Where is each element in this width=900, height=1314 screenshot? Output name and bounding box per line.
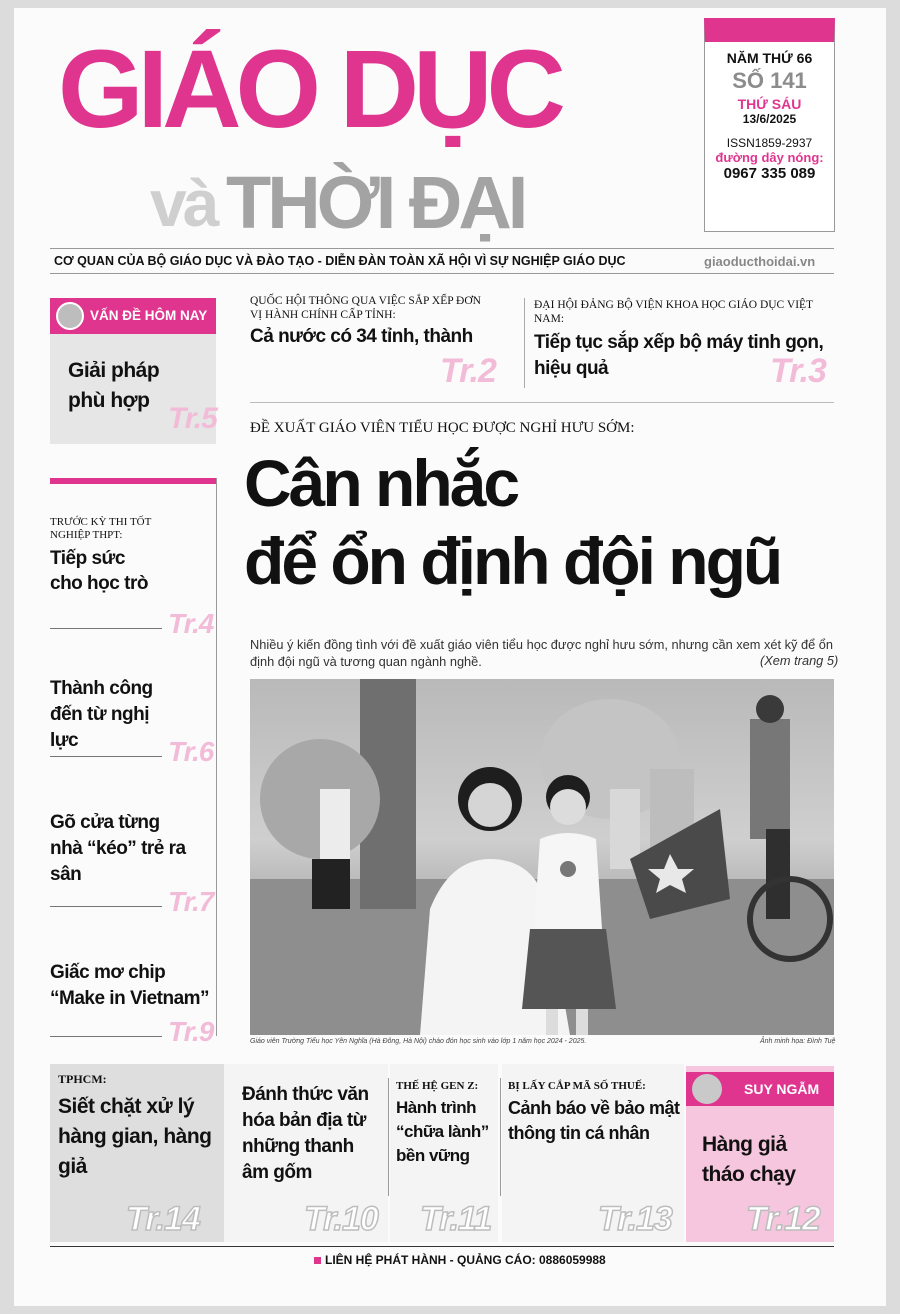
bottom-story-1[interactable]: [50, 1064, 224, 1242]
lead-headline[interactable]: [244, 444, 844, 600]
issue-issn: ISSN1859-2937: [726, 136, 813, 150]
issue-date: 13/6/2025: [742, 112, 797, 126]
top-story-1-kicker: QUỐC HỘI THÔNG QUA VIỆC SẮP XẾP ĐƠN VỊ HÀNH CHÍNH CẤP TỈNH:: [250, 295, 481, 321]
bottom-story-2[interactable]: [224, 1064, 388, 1242]
bottom-story-1-page: Tr.14: [126, 1200, 200, 1238]
sidebar-story-1[interactable]: [50, 516, 216, 639]
lead-headline-line1: Cân nhắc: [244, 446, 518, 520]
masthead-title-va: và: [150, 166, 216, 240]
bottom-story-2-page: Tr.10: [304, 1200, 378, 1238]
sidebar-story-3-page: Tr.7: [168, 886, 214, 917]
today-issue-page: Tr.5: [168, 402, 217, 435]
sidebar-story-4-page: Tr.9: [168, 1016, 214, 1047]
lead-photo: [250, 679, 834, 1035]
sidebar-top-bar: [50, 478, 216, 484]
bottom-story-1-kicker: TPHCM:: [58, 1072, 107, 1086]
lead-headline-line2: để ổn định đội ngũ: [244, 524, 781, 598]
issue-info-box: [704, 18, 835, 232]
top-story-2[interactable]: [534, 298, 834, 394]
globe-icon: [56, 302, 84, 330]
issue-year: NĂM THỨ 66: [726, 50, 813, 66]
masthead-tagline: CƠ QUAN CỦA BỘ GIÁO DỤC VÀ ĐÀO TẠO - DIỄN ĐÀN TOÀN XÃ HỘI VÌ SỰ NGHIỆP GIÁO DỤC: [54, 254, 626, 268]
bottom-story-4[interactable]: [502, 1064, 684, 1242]
hotline-number: 0967 335 089: [723, 165, 816, 182]
lead-see-page[interactable]: (Xem trang 5): [760, 653, 839, 668]
sidebar-story-4[interactable]: [50, 960, 216, 1052]
sidebar-story-2-headline: Thành công đến từ nghị lực: [50, 678, 153, 751]
today-issue-label-bar: [50, 298, 216, 334]
bottom-story-3-kicker: THẾ HỆ GEN Z:: [396, 1080, 479, 1092]
lead-kicker: ĐỀ XUẤT GIÁO VIÊN TIỂU HỌC ĐƯỢC NGHỈ HƯU SỚM:: [250, 420, 635, 436]
masthead: [50, 26, 670, 258]
top-story-1-headline: Cả nước có 34 tỉnh, thành: [250, 326, 473, 347]
lead-summary: Nhiều ý kiến đồng tình với đề xuất giáo viên tiểu học được nghỉ hưu sớm, nhưng cần xem xét kỹ để ổn định đội ngũ và tương quan ngành nghề.: [250, 637, 833, 669]
top-story-2-page: Tr.3: [770, 352, 826, 390]
bottom-story-3[interactable]: [390, 1064, 498, 1242]
reader-icon: [692, 1074, 722, 1104]
bottom-story-3-page: Tr.11: [420, 1200, 492, 1238]
masthead-title-bottom: THỜI ĐẠI: [226, 161, 525, 244]
footer-contact: LIÊN HỆ PHÁT HÀNH - QUẢNG CÁO: 0886059988: [325, 1253, 606, 1267]
sidebar-story-1-headline: Tiếp sức cho học trò: [50, 548, 148, 594]
today-issue-headline: Giải pháp phù hợp: [68, 359, 160, 412]
reflection-headline: Hàng giả tháo chạy: [702, 1133, 796, 1186]
sidebar-story-2[interactable]: [50, 676, 216, 776]
masthead-title-top: GIÁO DỤC: [58, 28, 560, 151]
sidebar-story-1-kicker: TRƯỚC KỲ THI TỐT NGHIỆP THPT:: [50, 516, 152, 541]
photo-caption: Giáo viên Trường Tiểu học Yên Nghĩa (Hà Đông, Hà Nội) chào đón học sinh vào lớp 1 năm học 2024 - 2025.: [250, 1038, 587, 1045]
today-issue-label: VẤN ĐỀ HÔM NAY: [90, 308, 208, 323]
bottom-story-2-headline: Đánh thức văn hóa bản địa từ những thanh âm gốm: [242, 1084, 369, 1183]
sidebar-story-3[interactable]: [50, 810, 216, 930]
bottom-story-1-headline: Siết chặt xử lý hàng gian, hàng giả: [58, 1095, 212, 1178]
reflection-label-bar: [686, 1072, 834, 1106]
issue-weekday: THỨ SÁU: [737, 96, 802, 112]
reflection-page: Tr.12: [746, 1200, 820, 1238]
reflection-label: SUY NGẪM: [744, 1081, 820, 1097]
today-issue-box: [50, 298, 216, 444]
sidebar-story-3-headline: Gõ cửa từng nhà “kéo” trẻ ra sân: [50, 812, 186, 885]
hotline-label: đường dây nóng:: [715, 150, 824, 165]
top-story-1-page: Tr.2: [440, 352, 496, 390]
sidebar-story-4-headline: Giấc mơ chip “Make in Vietnam”: [50, 962, 210, 1009]
sidebar-story-2-page: Tr.6: [168, 736, 214, 767]
issue-number: SỐ 141: [732, 68, 807, 93]
footer-bullet: [314, 1257, 321, 1264]
photo-credit: Ảnh minh họa: Đình Tuệ: [760, 1038, 836, 1045]
newspaper-front-page: [14, 8, 886, 1306]
bottom-story-3-headline: Hành trình “chữa lành” bền vững: [396, 1098, 489, 1165]
top-story-1[interactable]: [250, 294, 518, 390]
bottom-story-4-kicker: BỊ LẤY CẮP MÃ SỐ THUẾ:: [508, 1080, 646, 1092]
bottom-story-4-headline: Cảnh báo về bảo mật thông tin cá nhân: [508, 1098, 680, 1143]
bottom-story-4-page: Tr.13: [598, 1200, 672, 1238]
sidebar-story-1-page: Tr.4: [168, 608, 214, 639]
website[interactable]: giaoducthoidai.vn: [704, 254, 816, 269]
top-story-2-headline: Tiếp tục sắp xếp bộ máy tinh gọn, hiệu quả: [534, 332, 824, 379]
reflection-box[interactable]: [686, 1066, 834, 1242]
top-story-2-kicker: ĐẠI HỘI ĐẢNG BỘ VIỆN KHOA HỌC GIÁO DỤC VIỆT NAM:: [534, 299, 813, 325]
